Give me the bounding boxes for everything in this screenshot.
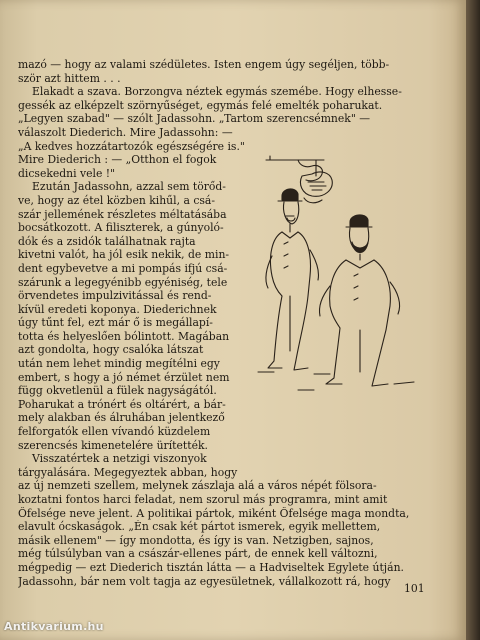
text-line: Őfelsége neve jelent. A politikai pártok, miként Őfelsége maga mondta, (18, 506, 410, 520)
text-line: ve, hogy az étel közben kihűl, a csá- (18, 193, 215, 207)
two-men-sketch-illustration (254, 146, 440, 396)
text-line: Ezután Jadassohn, azzal sem törőd- (32, 180, 226, 194)
text-line: mely alakban és álruhában jelentkező (18, 411, 225, 425)
text-line: függ okvetlenül a fülek nagyságától. (18, 384, 217, 398)
text-line: tárgyalására. Megegyeztek abban, hogy (18, 465, 238, 479)
text-line: dicsekedni vele !" (18, 166, 116, 180)
text-line: úgy tűnt fel, ezt már ő is megállapí- (18, 316, 213, 330)
text-line: Mire Diederich : — „Otthon el fogok (18, 153, 217, 167)
text-line: totta és helyeslően bólintott. Magában (18, 329, 230, 343)
text-line: mazó — hogy az valami szédületes. Isten engem úgy segéljen, több- (18, 58, 390, 71)
text-line: gessék az elképzelt szörnyűséget, egymás felé emelték poharukat. (18, 98, 383, 112)
watermark-logo: Antikvarium.hu (4, 620, 104, 633)
text-line: válaszolt Diederich. Mire Jadassohn: — (18, 125, 233, 139)
text-line: azt gondolta, hogy csalóka látszat (18, 343, 204, 357)
text-line: másik ellenem" — így mondotta, és így is van. Netzigben, sajnos, (18, 533, 374, 547)
text-line: felforgatók ellen vívandó küzdelem (18, 425, 211, 439)
page-number: 101 (404, 582, 425, 595)
text-line: szerencsés kimenetelére ürítették. (18, 438, 208, 452)
text-line: „Legyen szabad" — szólt Jadassohn. „Tartom szerencsémnek" — (18, 112, 371, 126)
page-edge-shadow (466, 0, 480, 640)
text-line: szár jellemének részletes méltatásába (18, 207, 227, 221)
text-line: dók és a zsidók találhatnak rajta (18, 234, 196, 248)
text-line: ször azt hittem . . . (18, 71, 121, 85)
text-line: embert, s hogy a jó német érzület nem (18, 370, 230, 384)
text-line: után nem lehet mindig megítélni egy (18, 357, 220, 371)
text-line: mégpedig — ezt Diederich tisztán látta — a Hadviseltek Egylete útján. (18, 560, 404, 574)
text-line: kívül eredeti koponya. Diederichnek (18, 302, 217, 316)
text-line: bocsátkozott. A filiszterek, a gúnyoló- (18, 221, 224, 235)
text-line: Poharukat a trónért és oltárért, a bár- (18, 397, 226, 411)
text-line: dent egybevetve a mi pompás ifjú csá- (18, 261, 228, 275)
text-line: elavult ócskaságok. „Én csak két pártot ismerek, egyik mellettem, (18, 520, 381, 534)
text-line: szárunk a legegyénibb egyéniség, tele (18, 275, 228, 289)
text-line: Elakadt a szava. Borzongva néztek egymás szemébe. Hogy elhesse- (32, 85, 402, 99)
text-line: az új nemzeti szellem, melynek zászlaja alá a város népét fölsora- (18, 479, 377, 493)
text-line: Jadassohn, bár nem volt tagja az egyesületnek, vállalkozott rá, hogy (18, 574, 391, 588)
text-line: még túlsúlyban van a császár-ellenes párt, de ennek kell változni, (18, 547, 378, 561)
text-line: kivetni valót, ha jól esik nekik, de min- (18, 248, 230, 262)
text-line: Visszatértek a netzigi viszonyok (32, 452, 207, 466)
text-line: „A kedves hozzátartozók egészségére is." (18, 139, 245, 153)
text-line: koztatni fontos harci feladat, nem szorul más programra, mint amit (18, 493, 388, 506)
text-line: örvendetes impulzivitással és rend- (18, 289, 212, 303)
